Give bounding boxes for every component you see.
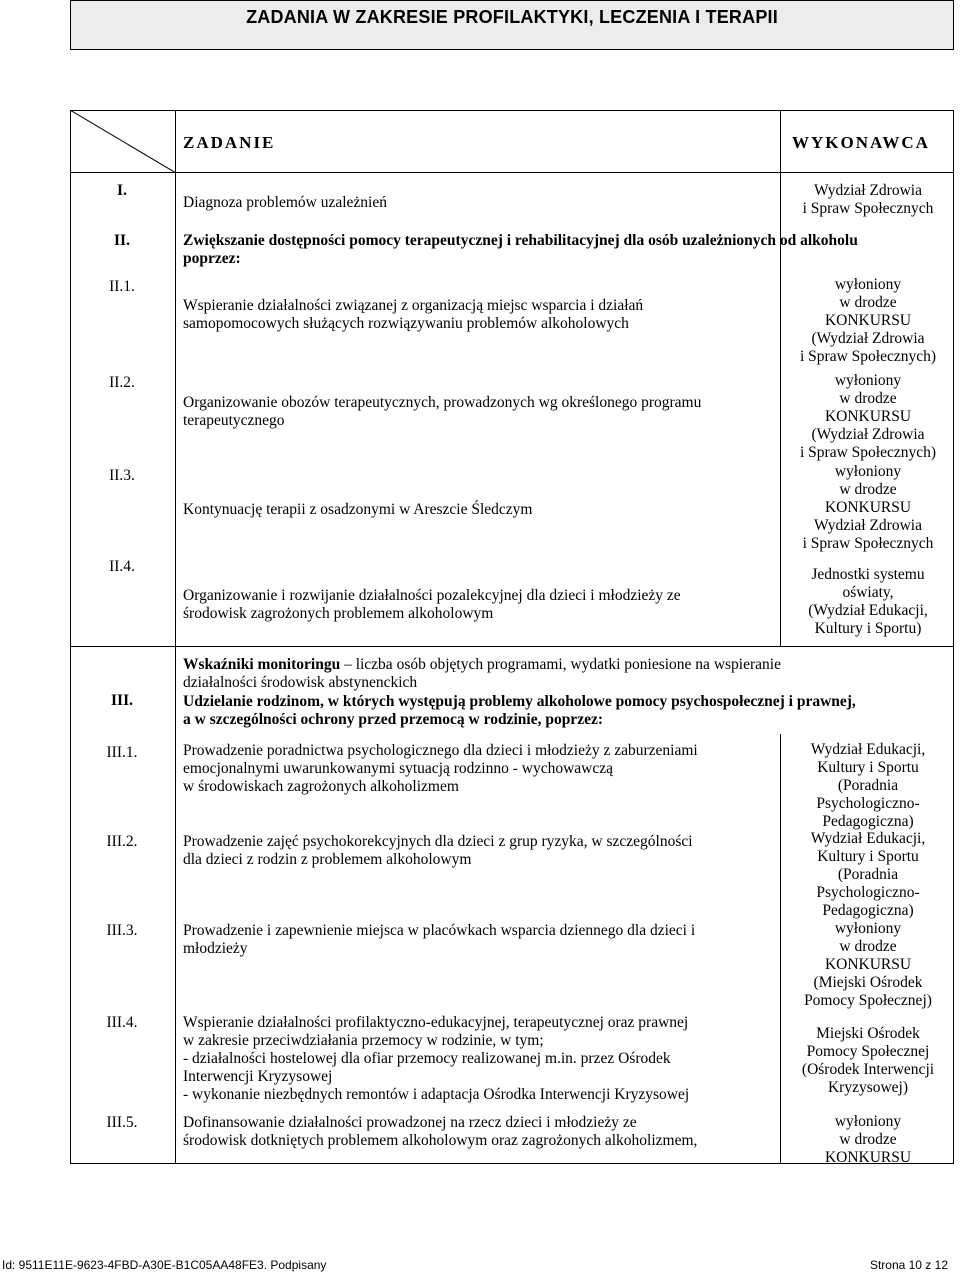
task-description: Dofinansowanie działalności prowadzonej na rzecz dzieci i młodzieży ze środowisk dotkniętych problemem alkoholowym oraz zagrożonych alkoholizmem, — [183, 1114, 698, 1149]
section-banner — [70, 0, 954, 50]
header-executor: WYKONAWCA — [792, 133, 930, 152]
task-description: Prowadzenie poradnictwa psychologicznego dla dzieci i młodzieży z zaburzeniami emocjonalnymi uwarunkowanymi sytuacją rodzinno - wychowawczą w środowiskach zagrożonych alkoholizmem — [183, 742, 698, 795]
row-number: III.3. — [106, 922, 138, 939]
executor-cell: Wydział Edukacji, Kultury i Sportu (Poradnia Psychologiczno- Pedagogiczna) — [810, 741, 926, 830]
task-description: Wspieranie działalności profilaktyczno-edukacyjnej, terapeutycznej oraz prawnej w zakresie przeciwdziałania przemocy w rodzinie, w tym; - działalności hostelowej dla ofiar przemocy realizowanej m.in. przez Ośrodek Interwencji Kryzysowej - wykonanie niezbędnych remontów i adaptacja Ośrodka Interwencji Kryzysowej — [183, 1014, 690, 1103]
row-number: II.2. — [109, 374, 135, 391]
executor-cell: Wydział Edukacji, Kultury i Sportu (Poradnia Psychologiczno- Pedagogiczna) — [810, 830, 926, 919]
row-number: III.1. — [106, 744, 138, 761]
task-description: Diagnoza problemów uzależnień — [183, 194, 387, 211]
row-number: III. — [111, 692, 133, 709]
task-heading: Udzielanie rodzinom, w których występują problemy alkoholowe pomocy psychospołecznej i prawnej, a w szczególności ochrony przed przemocą w rodzinie, poprzez: — [183, 693, 856, 728]
document-id: Id: 9511E11E-9623-4FBD-A30E-B1C05AA48FE3. Podpisany — [2, 1258, 327, 1272]
task-description: Prowadzenie i zapewnienie miejsca w placówkach wsparcia dziennego dla dzieci i młodzieży — [183, 922, 696, 957]
row-number: II.4. — [109, 558, 135, 575]
page-number: Strona 10 z 12 — [869, 1258, 948, 1272]
column-divider-number — [175, 110, 176, 1164]
monitoring-indicators: Wskaźniki monitoringu – liczba osób objętych programami, wydatki poniesione na wspieranie działalności środowisk abstynenckich — [183, 656, 781, 691]
column-divider-executor-bottom — [780, 734, 781, 1164]
executor-cell: Wydział Zdrowia i Spraw Społecznych — [802, 182, 934, 217]
executor-cell: wyłoniony w drodze KONKURSU (Wydział Zdrowia i Spraw Społecznych) — [799, 372, 937, 461]
task-description: Kontynuację terapii z osadzonymi w Areszcie Śledczym — [183, 501, 533, 518]
task-description: Organizowanie i rozwijanie działalności pozalekcyjnej dla dzieci i młodzieży ze środowisk zagrożonych problemem alkoholowym — [183, 587, 681, 622]
header-diagonal — [70, 110, 176, 173]
executor-cell: wyłoniony w drodze KONKURSU (Miejski Ośrodek Pomocy Społecznej) — [804, 920, 932, 1009]
executor-cell: wyłoniony w drodze KONKURSU (Wydział Zdrowia i Spraw Społecznych) — [799, 276, 937, 365]
header-task: ZADANIE — [183, 133, 276, 152]
executor-cell: Miejski Ośrodek Pomocy Społecznej (Ośrodek Interwencji Kryzysowej) — [801, 1025, 935, 1096]
page-footer — [0, 1258, 960, 1275]
column-divider-executor-top — [780, 110, 781, 646]
task-description: Wspieranie działalności związanej z organizacją miejsc wsparcia i działań samopomocowych służących rozwiązywaniu problemów alkoholowych — [183, 297, 644, 332]
row-number: II. — [114, 232, 130, 249]
row-number: II.3. — [109, 467, 135, 484]
row-number: III.5. — [106, 1114, 138, 1131]
task-description: Organizowanie obozów terapeutycznych, prowadzonych wg określonego programu terapeutycznego — [183, 394, 702, 429]
row-number: II.1. — [109, 278, 135, 295]
executor-cell: wyłoniony w drodze KONKURSU Wydział Zdrowia i Spraw Społecznych — [802, 463, 934, 552]
executor-cell: Jednostki systemu oświaty, (Wydział Edukacji, Kultury i Sportu) — [808, 566, 928, 637]
indicator-divider — [70, 646, 954, 647]
section-title: ZADANIA W ZAKRESIE PROFILAKTYKI, LECZENIA I TERAPII — [246, 7, 778, 27]
header-divider — [70, 172, 954, 173]
row-number: III.4. — [106, 1014, 138, 1031]
row-number: I. — [117, 182, 127, 199]
task-heading: Zwiększanie dostępności pomocy terapeutycznej i rehabilitacyjnej dla osób uzależnionych od alkoholu poprzez: — [183, 232, 858, 267]
task-description: Prowadzenie zajęć psychokorekcyjnych dla dzieci z grup ryzyka, w szczególności dla dzieci z rodzin z problemem alkoholowym — [183, 833, 693, 868]
executor-cell: wyłoniony w drodze KONKURSU — [824, 1113, 912, 1166]
row-number: III.2. — [106, 833, 138, 850]
